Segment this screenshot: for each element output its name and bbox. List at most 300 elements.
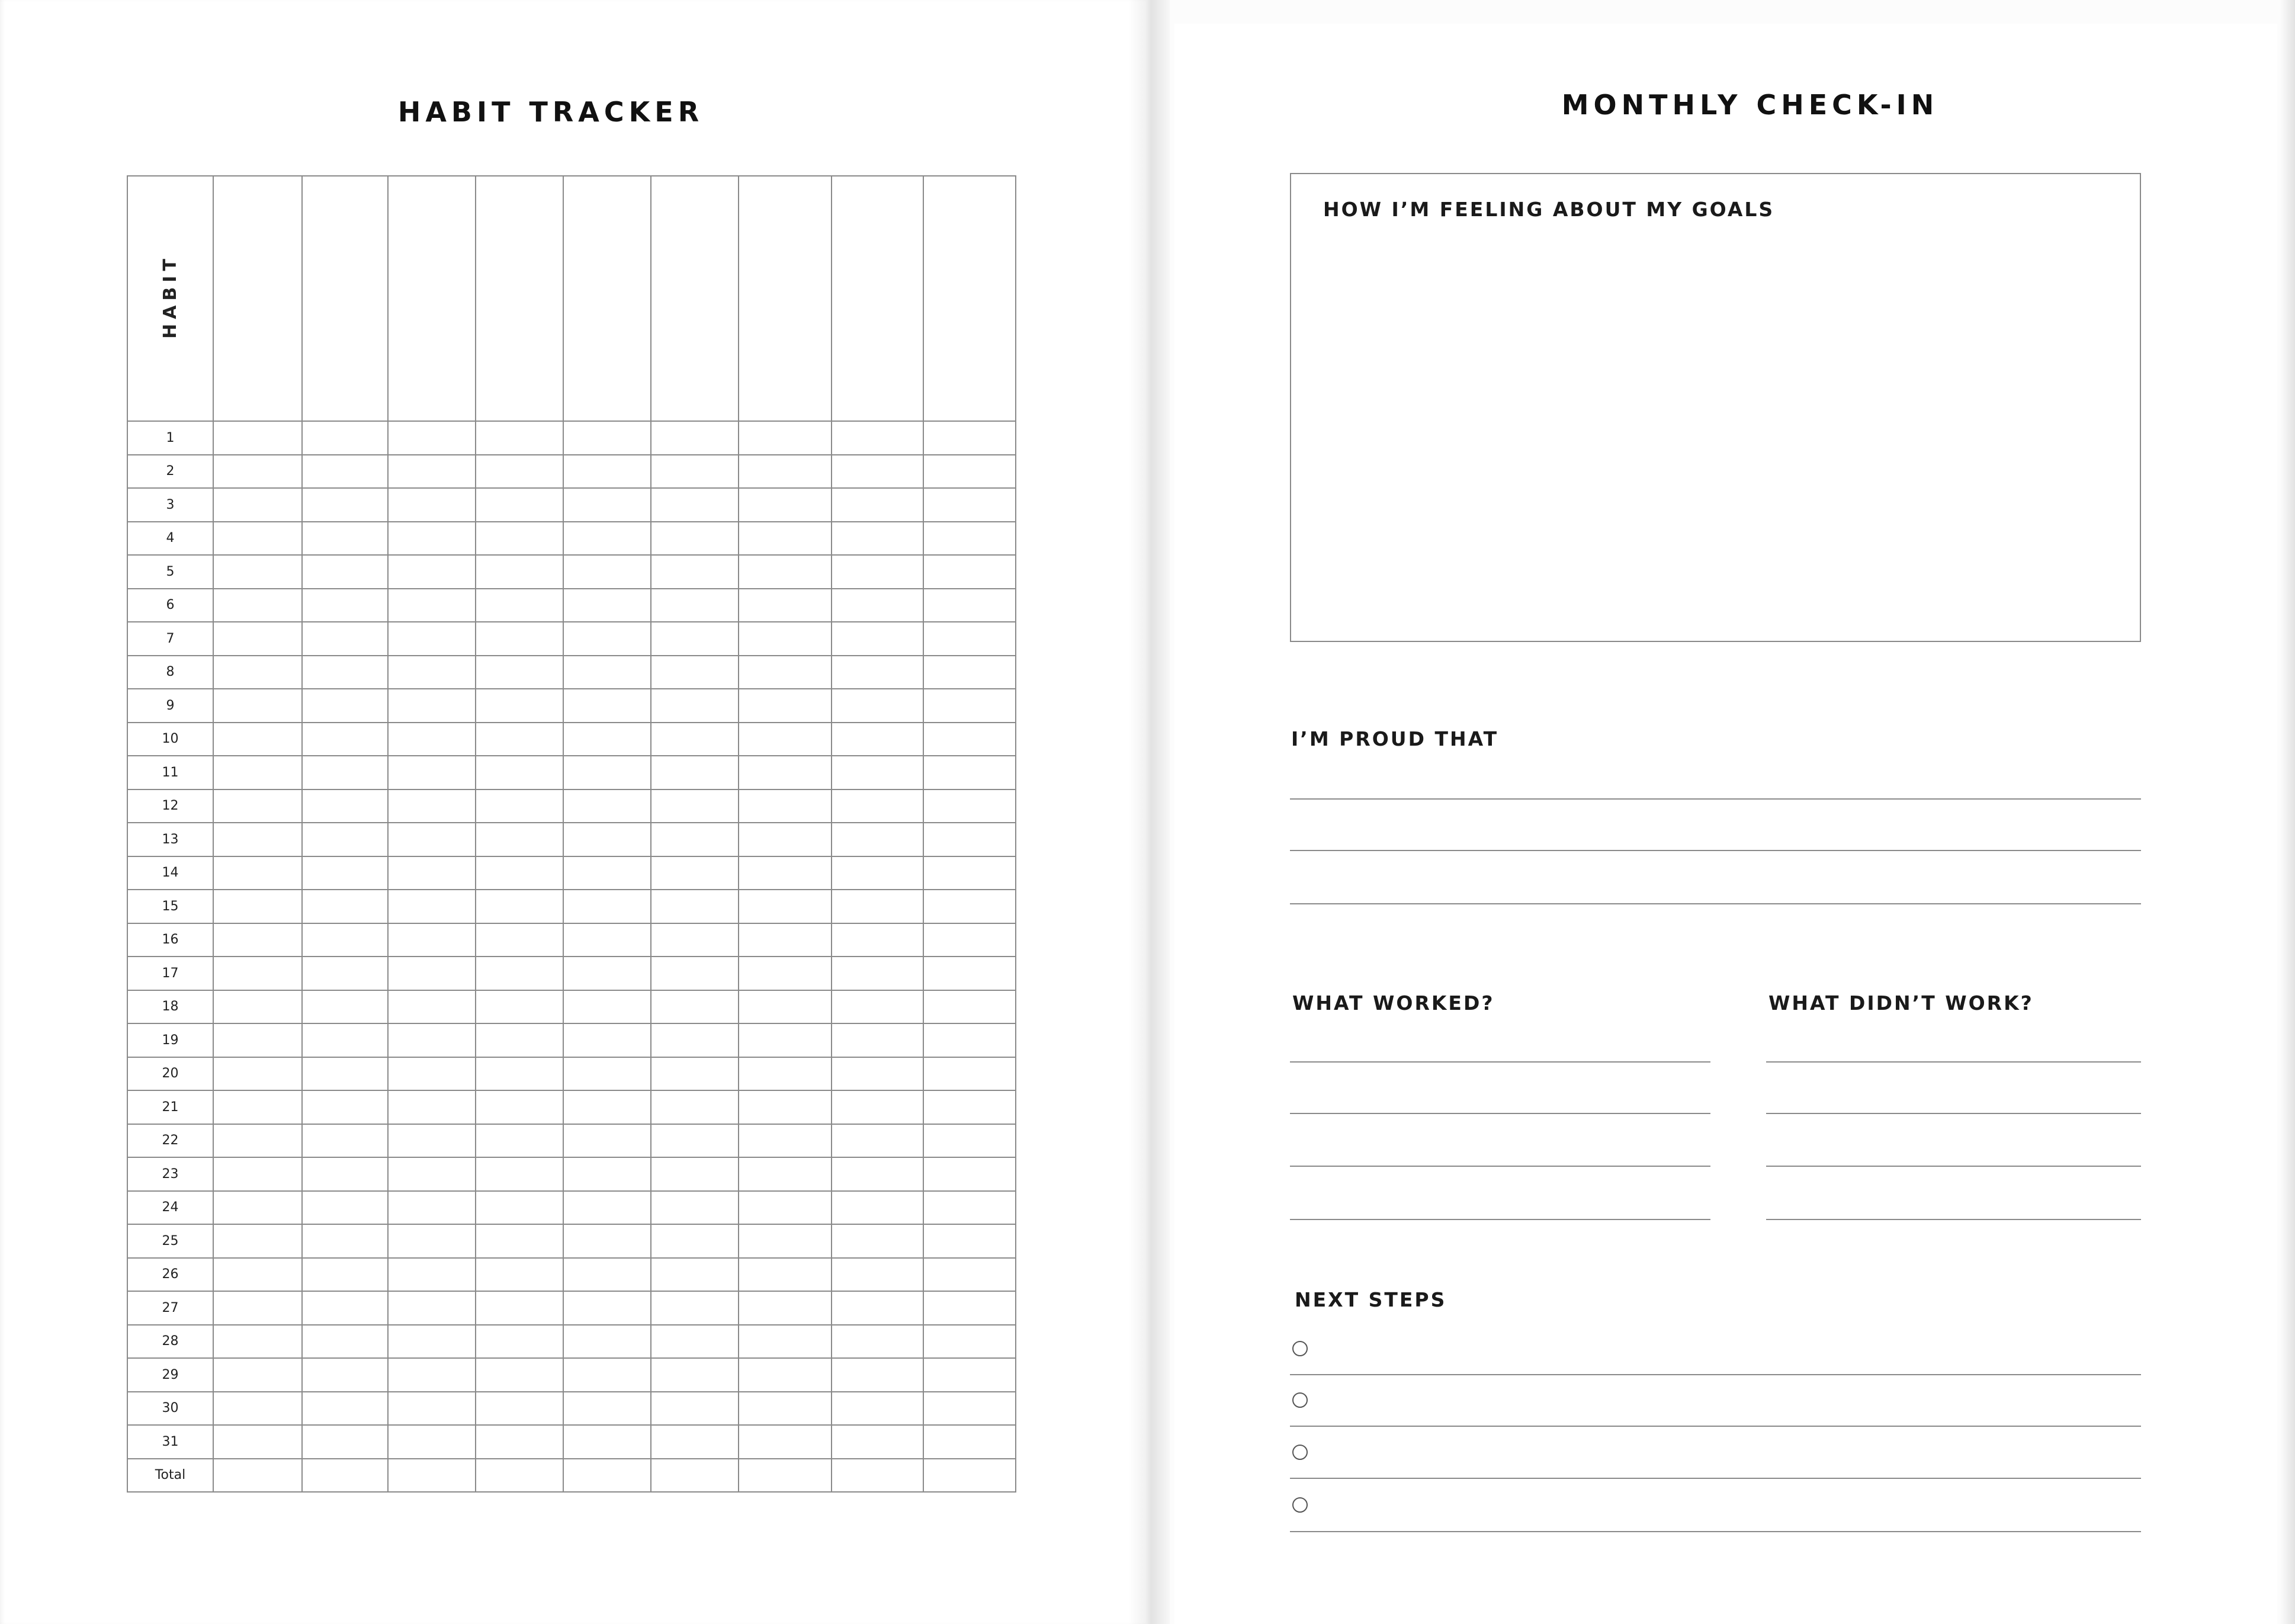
tracker-cell[interactable] <box>476 1023 563 1057</box>
tracker-cell[interactable] <box>388 789 476 823</box>
tracker-cell[interactable] <box>213 1459 302 1493</box>
tracker-cell[interactable] <box>213 1291 302 1325</box>
tracker-cell[interactable] <box>651 723 739 756</box>
didnt-work-line[interactable] <box>1766 1061 2141 1063</box>
tracker-cell[interactable] <box>651 555 739 589</box>
tracker-cell[interactable] <box>923 555 1016 589</box>
tracker-cell[interactable] <box>923 756 1016 789</box>
tracker-cell[interactable] <box>651 789 739 823</box>
proud-line[interactable] <box>1290 850 2141 851</box>
tracker-cell[interactable] <box>563 555 651 589</box>
tracker-cell[interactable] <box>563 1325 651 1359</box>
tracker-cell[interactable] <box>476 823 563 856</box>
tracker-cell[interactable] <box>476 622 563 656</box>
tracker-cell[interactable] <box>302 723 388 756</box>
tracker-cell[interactable] <box>563 1191 651 1225</box>
tracker-cell[interactable] <box>651 1191 739 1225</box>
tracker-cell[interactable] <box>476 957 563 990</box>
tracker-cell[interactable] <box>923 823 1016 856</box>
tracker-cell[interactable] <box>476 1191 563 1225</box>
tracker-cell[interactable] <box>302 1057 388 1091</box>
tracker-cell[interactable] <box>739 488 832 522</box>
habit-name-cell[interactable] <box>832 176 923 416</box>
tracker-cell[interactable] <box>832 957 923 990</box>
tracker-cell[interactable] <box>302 589 388 622</box>
tracker-cell[interactable] <box>563 789 651 823</box>
worked-line[interactable] <box>1290 1166 1710 1167</box>
tracker-cell[interactable] <box>651 1392 739 1426</box>
tracker-cell[interactable] <box>923 990 1016 1024</box>
tracker-cell[interactable] <box>388 656 476 689</box>
checkbox-circle-icon[interactable] <box>1292 1392 1308 1408</box>
tracker-cell[interactable] <box>832 622 923 656</box>
tracker-cell[interactable] <box>213 1157 302 1191</box>
tracker-cell[interactable] <box>476 1392 563 1426</box>
tracker-cell[interactable] <box>213 856 302 890</box>
tracker-cell[interactable] <box>563 990 651 1024</box>
tracker-cell[interactable] <box>923 923 1016 957</box>
tracker-cell[interactable] <box>651 455 739 489</box>
tracker-cell[interactable] <box>563 756 651 789</box>
proud-line[interactable] <box>1290 903 2141 904</box>
tracker-cell[interactable] <box>213 890 302 923</box>
tracker-cell[interactable] <box>388 589 476 622</box>
tracker-cell[interactable] <box>832 1425 923 1459</box>
tracker-cell[interactable] <box>651 1459 739 1493</box>
tracker-cell[interactable] <box>651 1023 739 1057</box>
tracker-cell[interactable] <box>651 488 739 522</box>
tracker-cell[interactable] <box>302 689 388 723</box>
tracker-cell[interactable] <box>213 1224 302 1258</box>
tracker-cell[interactable] <box>302 488 388 522</box>
tracker-cell[interactable] <box>923 1425 1016 1459</box>
tracker-cell[interactable] <box>213 1358 302 1392</box>
tracker-cell[interactable] <box>388 522 476 556</box>
tracker-cell[interactable] <box>476 1124 563 1158</box>
proud-line[interactable] <box>1290 798 2141 800</box>
tracker-cell[interactable] <box>213 421 302 455</box>
tracker-cell[interactable] <box>388 1157 476 1191</box>
tracker-cell[interactable] <box>388 990 476 1024</box>
goals-feeling-box[interactable] <box>1290 173 2141 642</box>
tracker-cell[interactable] <box>388 1258 476 1292</box>
tracker-cell[interactable] <box>832 789 923 823</box>
tracker-cell[interactable] <box>213 1325 302 1359</box>
tracker-cell[interactable] <box>213 555 302 589</box>
tracker-cell[interactable] <box>388 1057 476 1091</box>
tracker-cell[interactable] <box>739 589 832 622</box>
tracker-cell[interactable] <box>302 1325 388 1359</box>
tracker-cell[interactable] <box>302 823 388 856</box>
tracker-cell[interactable] <box>739 1459 832 1493</box>
tracker-cell[interactable] <box>388 823 476 856</box>
tracker-cell[interactable] <box>651 890 739 923</box>
tracker-cell[interactable] <box>388 756 476 789</box>
tracker-cell[interactable] <box>651 756 739 789</box>
tracker-cell[interactable] <box>388 723 476 756</box>
tracker-cell[interactable] <box>923 1090 1016 1124</box>
tracker-cell[interactable] <box>739 856 832 890</box>
tracker-cell[interactable] <box>563 1023 651 1057</box>
tracker-cell[interactable] <box>923 1325 1016 1359</box>
tracker-cell[interactable] <box>388 555 476 589</box>
tracker-cell[interactable] <box>302 555 388 589</box>
tracker-cell[interactable] <box>739 756 832 789</box>
tracker-cell[interactable] <box>651 1224 739 1258</box>
next-step-line[interactable] <box>1290 1426 2141 1427</box>
tracker-cell[interactable] <box>563 923 651 957</box>
tracker-cell[interactable] <box>388 1358 476 1392</box>
tracker-cell[interactable] <box>302 1023 388 1057</box>
tracker-cell[interactable] <box>923 1392 1016 1426</box>
tracker-cell[interactable] <box>476 990 563 1024</box>
tracker-cell[interactable] <box>739 890 832 923</box>
tracker-cell[interactable] <box>739 723 832 756</box>
tracker-cell[interactable] <box>302 1124 388 1158</box>
tracker-cell[interactable] <box>923 1157 1016 1191</box>
tracker-cell[interactable] <box>923 723 1016 756</box>
tracker-cell[interactable] <box>388 689 476 723</box>
tracker-cell[interactable] <box>739 1258 832 1292</box>
tracker-cell[interactable] <box>832 656 923 689</box>
tracker-cell[interactable] <box>563 1224 651 1258</box>
habit-name-cell[interactable] <box>739 176 832 416</box>
tracker-cell[interactable] <box>832 1191 923 1225</box>
worked-line[interactable] <box>1290 1061 1710 1063</box>
tracker-cell[interactable] <box>213 756 302 789</box>
tracker-cell[interactable] <box>563 622 651 656</box>
tracker-cell[interactable] <box>302 756 388 789</box>
tracker-cell[interactable] <box>923 622 1016 656</box>
tracker-cell[interactable] <box>923 589 1016 622</box>
tracker-cell[interactable] <box>476 723 563 756</box>
tracker-cell[interactable] <box>832 1325 923 1359</box>
tracker-cell[interactable] <box>832 1358 923 1392</box>
tracker-cell[interactable] <box>476 1325 563 1359</box>
tracker-cell[interactable] <box>476 656 563 689</box>
tracker-cell[interactable] <box>739 455 832 489</box>
tracker-cell[interactable] <box>388 455 476 489</box>
tracker-cell[interactable] <box>832 723 923 756</box>
tracker-cell[interactable] <box>563 1291 651 1325</box>
tracker-cell[interactable] <box>476 421 563 455</box>
tracker-cell[interactable] <box>563 455 651 489</box>
tracker-cell[interactable] <box>388 1425 476 1459</box>
tracker-cell[interactable] <box>213 923 302 957</box>
tracker-cell[interactable] <box>739 1425 832 1459</box>
tracker-cell[interactable] <box>923 890 1016 923</box>
tracker-cell[interactable] <box>302 856 388 890</box>
tracker-cell[interactable] <box>213 1392 302 1426</box>
tracker-cell[interactable] <box>832 823 923 856</box>
tracker-cell[interactable] <box>476 1425 563 1459</box>
checkbox-circle-icon[interactable] <box>1292 1341 1308 1356</box>
tracker-cell[interactable] <box>923 1224 1016 1258</box>
tracker-cell[interactable] <box>651 689 739 723</box>
tracker-cell[interactable] <box>213 823 302 856</box>
habit-name-cell[interactable] <box>388 176 476 416</box>
tracker-cell[interactable] <box>832 421 923 455</box>
tracker-cell[interactable] <box>739 421 832 455</box>
next-step-line[interactable] <box>1290 1531 2141 1532</box>
tracker-cell[interactable] <box>563 1057 651 1091</box>
worked-line[interactable] <box>1290 1113 1710 1114</box>
tracker-cell[interactable] <box>563 1124 651 1158</box>
tracker-cell[interactable] <box>739 522 832 556</box>
tracker-cell[interactable] <box>213 689 302 723</box>
tracker-cell[interactable] <box>923 1459 1016 1493</box>
tracker-cell[interactable] <box>563 856 651 890</box>
tracker-cell[interactable] <box>739 990 832 1024</box>
tracker-cell[interactable] <box>388 1392 476 1426</box>
tracker-cell[interactable] <box>832 1459 923 1493</box>
tracker-cell[interactable] <box>213 723 302 756</box>
tracker-cell[interactable] <box>563 1425 651 1459</box>
tracker-cell[interactable] <box>476 923 563 957</box>
habit-name-cell[interactable] <box>213 176 302 416</box>
tracker-cell[interactable] <box>739 1157 832 1191</box>
tracker-cell[interactable] <box>651 1358 739 1392</box>
tracker-cell[interactable] <box>832 689 923 723</box>
tracker-cell[interactable] <box>651 823 739 856</box>
tracker-cell[interactable] <box>476 1459 563 1493</box>
tracker-cell[interactable] <box>651 856 739 890</box>
next-step-line[interactable] <box>1290 1478 2141 1479</box>
tracker-cell[interactable] <box>563 656 651 689</box>
tracker-cell[interactable] <box>739 923 832 957</box>
tracker-cell[interactable] <box>302 990 388 1024</box>
tracker-cell[interactable] <box>923 1258 1016 1292</box>
tracker-cell[interactable] <box>563 1258 651 1292</box>
tracker-cell[interactable] <box>302 789 388 823</box>
tracker-cell[interactable] <box>739 1291 832 1325</box>
tracker-cell[interactable] <box>213 1425 302 1459</box>
tracker-cell[interactable] <box>563 522 651 556</box>
tracker-cell[interactable] <box>213 1023 302 1057</box>
tracker-cell[interactable] <box>832 522 923 556</box>
tracker-cell[interactable] <box>476 1224 563 1258</box>
tracker-cell[interactable] <box>476 890 563 923</box>
tracker-cell[interactable] <box>476 789 563 823</box>
tracker-cell[interactable] <box>388 856 476 890</box>
tracker-cell[interactable] <box>213 789 302 823</box>
tracker-cell[interactable] <box>832 589 923 622</box>
tracker-cell[interactable] <box>476 488 563 522</box>
tracker-cell[interactable] <box>923 656 1016 689</box>
tracker-cell[interactable] <box>832 455 923 489</box>
tracker-cell[interactable] <box>832 1392 923 1426</box>
tracker-cell[interactable] <box>563 1157 651 1191</box>
didnt-work-line[interactable] <box>1766 1113 2141 1114</box>
tracker-cell[interactable] <box>739 622 832 656</box>
tracker-cell[interactable] <box>476 1258 563 1292</box>
tracker-cell[interactable] <box>476 1291 563 1325</box>
tracker-cell[interactable] <box>213 589 302 622</box>
habit-name-cell[interactable] <box>651 176 739 416</box>
tracker-cell[interactable] <box>388 1325 476 1359</box>
tracker-cell[interactable] <box>388 488 476 522</box>
tracker-cell[interactable] <box>651 1425 739 1459</box>
didnt-work-line[interactable] <box>1766 1166 2141 1167</box>
tracker-cell[interactable] <box>563 589 651 622</box>
tracker-cell[interactable] <box>563 1090 651 1124</box>
tracker-cell[interactable] <box>739 1224 832 1258</box>
tracker-cell[interactable] <box>302 656 388 689</box>
tracker-cell[interactable] <box>388 890 476 923</box>
tracker-cell[interactable] <box>388 957 476 990</box>
tracker-cell[interactable] <box>651 589 739 622</box>
tracker-cell[interactable] <box>832 1157 923 1191</box>
tracker-cell[interactable] <box>302 1090 388 1124</box>
tracker-cell[interactable] <box>739 1124 832 1158</box>
tracker-cell[interactable] <box>923 1057 1016 1091</box>
tracker-cell[interactable] <box>563 689 651 723</box>
tracker-cell[interactable] <box>832 1057 923 1091</box>
tracker-cell[interactable] <box>302 1392 388 1426</box>
tracker-cell[interactable] <box>302 1157 388 1191</box>
habit-name-cell[interactable] <box>923 176 1016 416</box>
tracker-cell[interactable] <box>832 1023 923 1057</box>
tracker-cell[interactable] <box>832 756 923 789</box>
tracker-cell[interactable] <box>739 689 832 723</box>
tracker-cell[interactable] <box>832 990 923 1024</box>
tracker-cell[interactable] <box>302 455 388 489</box>
tracker-cell[interactable] <box>739 656 832 689</box>
tracker-cell[interactable] <box>302 1459 388 1493</box>
tracker-cell[interactable] <box>832 856 923 890</box>
tracker-cell[interactable] <box>832 923 923 957</box>
tracker-cell[interactable] <box>923 1023 1016 1057</box>
tracker-cell[interactable] <box>923 421 1016 455</box>
tracker-cell[interactable] <box>388 1459 476 1493</box>
tracker-cell[interactable] <box>476 1057 563 1091</box>
tracker-cell[interactable] <box>832 1124 923 1158</box>
tracker-cell[interactable] <box>388 1090 476 1124</box>
tracker-cell[interactable] <box>651 622 739 656</box>
next-step-line[interactable] <box>1290 1374 2141 1375</box>
tracker-cell[interactable] <box>832 890 923 923</box>
tracker-cell[interactable] <box>476 1157 563 1191</box>
tracker-cell[interactable] <box>651 1090 739 1124</box>
tracker-cell[interactable] <box>651 1157 739 1191</box>
tracker-cell[interactable] <box>302 923 388 957</box>
tracker-cell[interactable] <box>563 890 651 923</box>
habit-name-cell[interactable] <box>476 176 563 416</box>
tracker-cell[interactable] <box>651 1124 739 1158</box>
tracker-cell[interactable] <box>651 656 739 689</box>
tracker-cell[interactable] <box>302 622 388 656</box>
tracker-cell[interactable] <box>476 522 563 556</box>
tracker-cell[interactable] <box>302 890 388 923</box>
tracker-cell[interactable] <box>563 488 651 522</box>
tracker-cell[interactable] <box>923 1358 1016 1392</box>
tracker-cell[interactable] <box>302 1191 388 1225</box>
tracker-cell[interactable] <box>302 1291 388 1325</box>
tracker-cell[interactable] <box>302 1425 388 1459</box>
tracker-cell[interactable] <box>651 1325 739 1359</box>
habit-name-cell[interactable] <box>302 176 388 416</box>
tracker-cell[interactable] <box>832 488 923 522</box>
tracker-cell[interactable] <box>388 622 476 656</box>
tracker-cell[interactable] <box>213 957 302 990</box>
tracker-cell[interactable] <box>923 488 1016 522</box>
tracker-cell[interactable] <box>739 1090 832 1124</box>
tracker-cell[interactable] <box>832 1258 923 1292</box>
tracker-cell[interactable] <box>213 1258 302 1292</box>
tracker-cell[interactable] <box>832 1224 923 1258</box>
tracker-cell[interactable] <box>739 789 832 823</box>
tracker-cell[interactable] <box>213 455 302 489</box>
tracker-cell[interactable] <box>739 1023 832 1057</box>
tracker-cell[interactable] <box>476 455 563 489</box>
habit-name-cell[interactable] <box>563 176 651 416</box>
worked-line[interactable] <box>1290 1219 1710 1220</box>
tracker-cell[interactable] <box>213 522 302 556</box>
tracker-cell[interactable] <box>651 1057 739 1091</box>
tracker-cell[interactable] <box>213 1124 302 1158</box>
didnt-work-line[interactable] <box>1766 1219 2141 1220</box>
tracker-cell[interactable] <box>213 1090 302 1124</box>
tracker-cell[interactable] <box>739 823 832 856</box>
tracker-cell[interactable] <box>563 957 651 990</box>
tracker-cell[interactable] <box>476 589 563 622</box>
tracker-cell[interactable] <box>923 455 1016 489</box>
tracker-cell[interactable] <box>651 923 739 957</box>
tracker-cell[interactable] <box>213 1057 302 1091</box>
tracker-cell[interactable] <box>651 1291 739 1325</box>
tracker-cell[interactable] <box>302 1224 388 1258</box>
tracker-cell[interactable] <box>213 622 302 656</box>
tracker-cell[interactable] <box>563 1358 651 1392</box>
tracker-cell[interactable] <box>651 957 739 990</box>
tracker-cell[interactable] <box>651 421 739 455</box>
tracker-cell[interactable] <box>923 789 1016 823</box>
tracker-cell[interactable] <box>476 689 563 723</box>
tracker-cell[interactable] <box>213 1191 302 1225</box>
tracker-cell[interactable] <box>213 656 302 689</box>
tracker-cell[interactable] <box>651 522 739 556</box>
tracker-cell[interactable] <box>476 555 563 589</box>
tracker-cell[interactable] <box>923 522 1016 556</box>
tracker-cell[interactable] <box>923 957 1016 990</box>
tracker-cell[interactable] <box>302 1258 388 1292</box>
tracker-cell[interactable] <box>213 488 302 522</box>
tracker-cell[interactable] <box>651 1258 739 1292</box>
tracker-cell[interactable] <box>739 1191 832 1225</box>
tracker-cell[interactable] <box>923 1124 1016 1158</box>
tracker-cell[interactable] <box>388 923 476 957</box>
tracker-cell[interactable] <box>739 957 832 990</box>
tracker-cell[interactable] <box>388 1224 476 1258</box>
tracker-cell[interactable] <box>739 1392 832 1426</box>
tracker-cell[interactable] <box>563 1392 651 1426</box>
tracker-cell[interactable] <box>476 1090 563 1124</box>
tracker-cell[interactable] <box>923 1191 1016 1225</box>
tracker-cell[interactable] <box>302 421 388 455</box>
tracker-cell[interactable] <box>739 1358 832 1392</box>
tracker-cell[interactable] <box>563 823 651 856</box>
tracker-cell[interactable] <box>302 957 388 990</box>
tracker-cell[interactable] <box>302 1358 388 1392</box>
tracker-cell[interactable] <box>739 555 832 589</box>
tracker-cell[interactable] <box>832 555 923 589</box>
tracker-cell[interactable] <box>563 421 651 455</box>
tracker-cell[interactable] <box>476 856 563 890</box>
tracker-cell[interactable] <box>213 990 302 1024</box>
tracker-cell[interactable] <box>302 522 388 556</box>
tracker-cell[interactable] <box>476 756 563 789</box>
tracker-cell[interactable] <box>388 1291 476 1325</box>
